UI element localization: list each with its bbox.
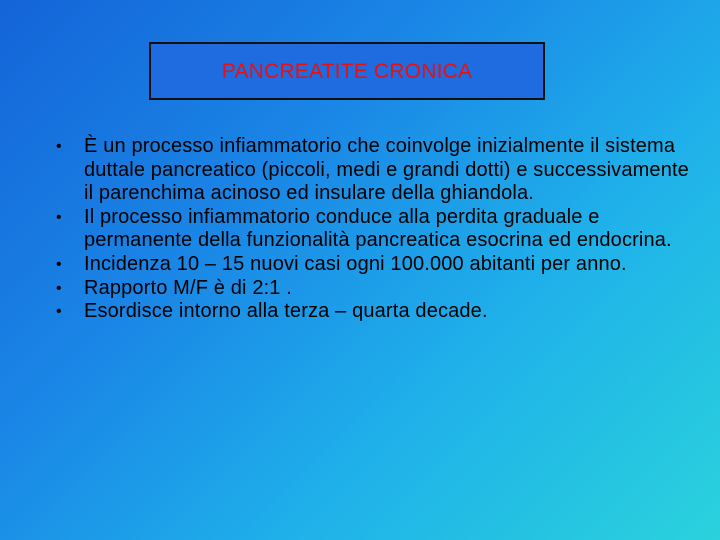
bullet-icon: •: [56, 303, 62, 321]
bullet-icon: •: [56, 208, 62, 226]
bullet-item: [54, 206, 694, 253]
bullet-text: Il processo infiammatorio conduce alla perdita graduale e permanente della funzionalità pancreatica esocrina ed endocrina.: [84, 205, 672, 252]
bullet-text: È un processo infiammatorio che coinvolge inizialmente il sistema duttale pancreatico (piccoli, medi e grandi dotti) e successivamente il parenchima acinoso ed insulare della ghiandola.: [84, 135, 689, 205]
slide-title-box: [149, 42, 545, 100]
bullet-item: [54, 300, 694, 324]
bullet-text: Rapporto M/F è di 2:1 .: [84, 276, 292, 299]
bullet-item: [54, 253, 694, 277]
bullet-icon: •: [56, 279, 62, 297]
bullet-item: [54, 277, 694, 301]
bullet-list: [54, 135, 694, 324]
bullet-text: Incidenza 10 – 15 nuovi casi ogni 100.000 abitanti per anno.: [84, 252, 627, 275]
bullet-item: [54, 135, 694, 206]
bullet-text: Esordisce intorno alla terza – quarta decade.: [84, 300, 488, 323]
bullet-icon: •: [56, 138, 62, 155]
bullet-icon: •: [56, 255, 62, 273]
slide-title: PANCREATITE CRONICA: [221, 60, 473, 83]
